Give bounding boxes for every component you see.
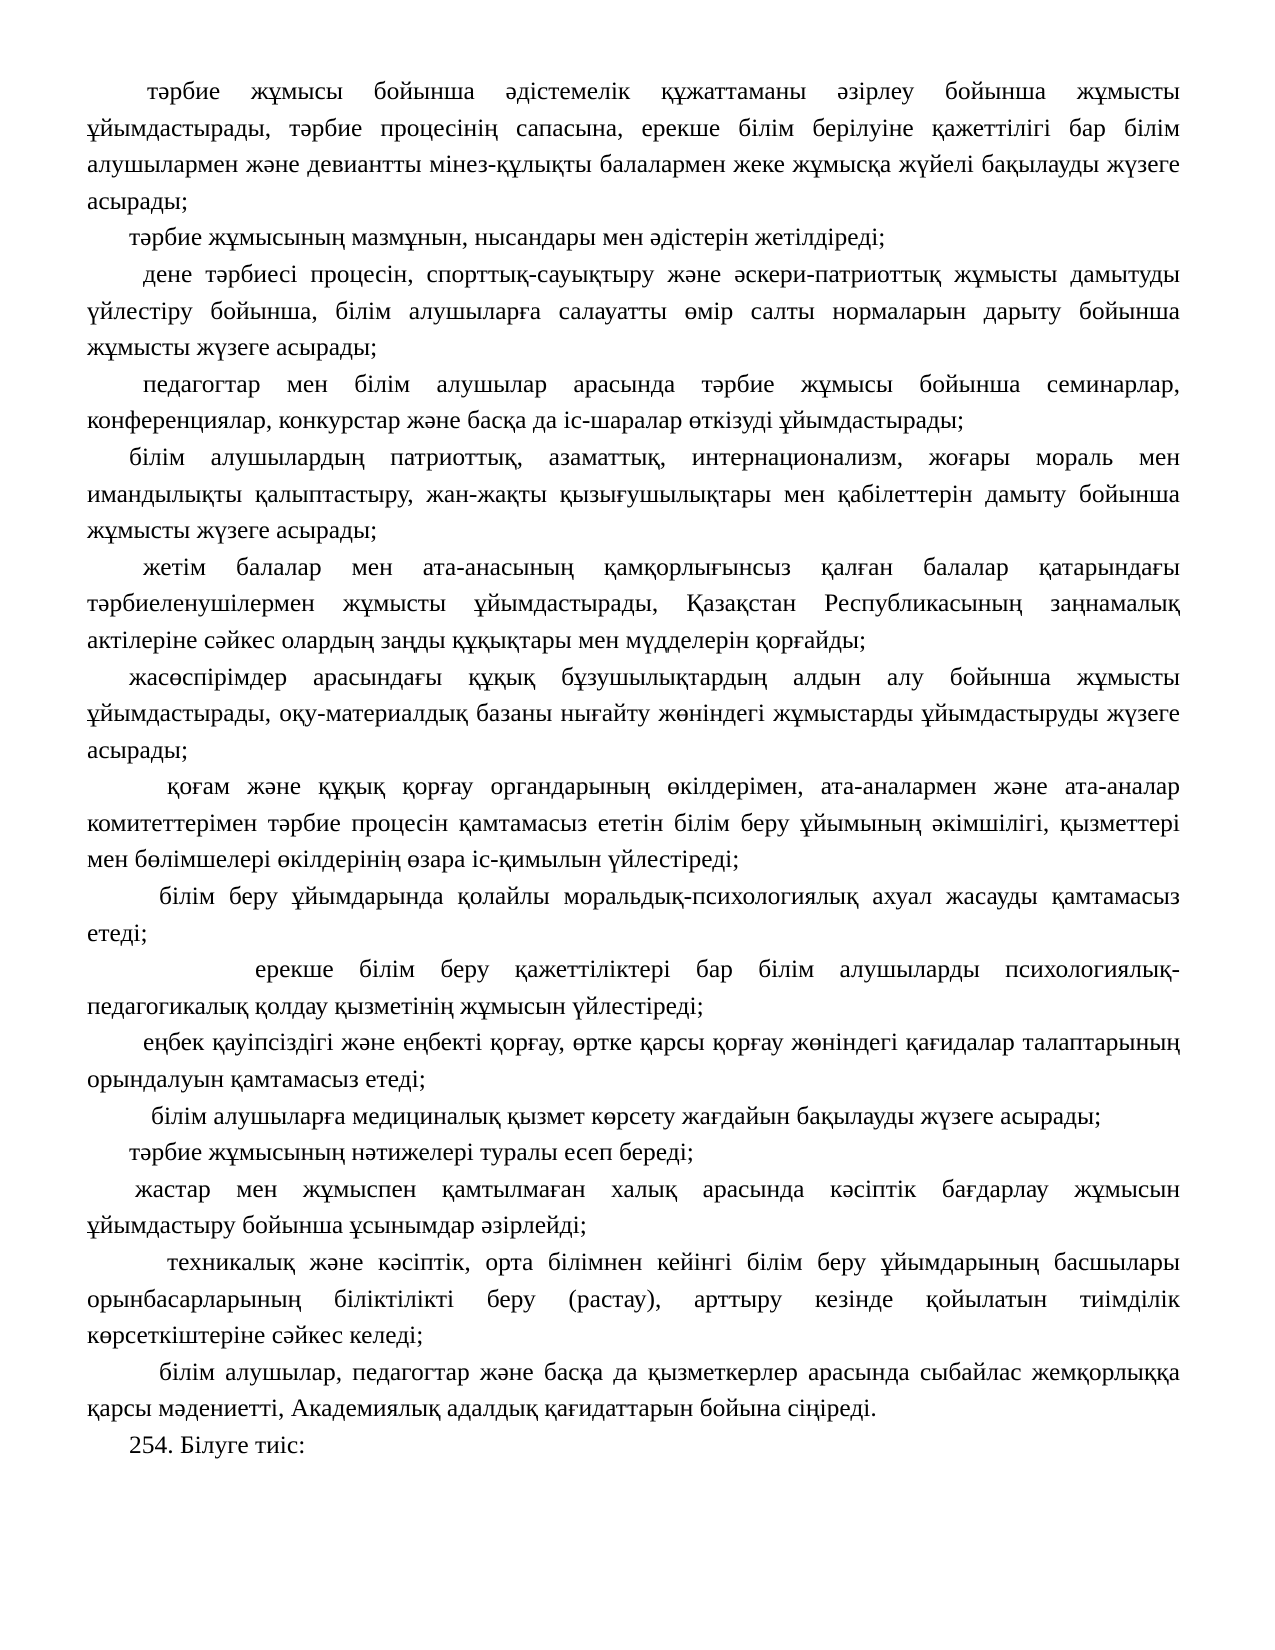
- document-page: [87, 73, 1180, 1464]
- paragraph: педагогтар мен білім алушылар арасында тәрбие жұмысы бойынша семинарлар, конференциялар, конкурстар және басқа да іс-шаралар өткізуді ұйымдастырады;: [87, 368, 1180, 435]
- paragraph: тәрбие жұмысының мазмұнын, нысандары мен әдістерін жетілдіреді;: [129, 222, 886, 252]
- paragraph: тәрбие жұмысы бойынша әдістемелік құжаттаманы әзірлеу бойынша жұмысты ұйымдастырады, тәрбие процесінің сапасына, ерекше білім берілуіне қажеттілігі бар білім алушылармен және девиантты мінез-құлықты балалармен жеке жұмысқа жүйелі бақылауды жүзеге асырады;: [87, 76, 1180, 215]
- paragraph: білім алушыларға медициналық қызмет көрсету жағдайын бақылауды жүзеге асырады;: [151, 1100, 1102, 1130]
- section-heading: 254. Білуге тиіс:: [129, 1429, 306, 1459]
- paragraph: дене тәрбиесі процесін, спорттық-сауықтыру және әскери-патриоттық жұмысты дамытуды үйлестіру бойынша, білім алушыларға салауатты өмір салты нормаларын дарыту бойынша жұмысты жүзеге асырады;: [87, 258, 1180, 362]
- paragraph: жастар мен жұмыспен қамтылмаған халық арасында кәсіптік бағдарлау жұмысын ұйымдастыру бойынша ұсынымдар әзірлейді;: [87, 1173, 1180, 1240]
- paragraph: техникалық және кәсіптік, орта білімнен кейінгі білім беру ұйымдарының басшылары орынбасарларының біліктілікті беру (растау), арттыру кезінде қойылатын тиімділік көрсеткіштеріне сәйкес келеді;: [87, 1247, 1180, 1350]
- paragraph: жасөспірімдер арасындағы құқық бұзушылықтардың алдын алу бойынша жұмысты ұйымдастырады, оқу-материалдық базаны нығайту жөніндегі жұмыстарды ұйымдастыруды жүзеге асырады;: [87, 661, 1180, 764]
- paragraph: білім алушылардың патриоттық, азаматтық, интернационализм, жоғары мораль мен имандылықты қалыптастыру, жан-жақты қызығушылықтары мен қабілеттерін дамыту бойынша жұмысты жүзеге асырады;: [87, 441, 1180, 545]
- paragraph: білім алушылар, педагогтар және басқа да қызметкерлер арасында сыбайлас жемқорлыққа қарсы мәдениетті, Академиялық адалдық қағидаттарын бойына сіңіреді.: [87, 1356, 1180, 1423]
- paragraph: ерекше білім беру қажеттіліктері бар білім алушыларды психологиялық-педагогикалық қолдау қызметінің жұмысын үйлестіреді;: [87, 954, 1180, 1020]
- paragraph: еңбек қауіпсіздігі және еңбекті қорғау, өртке қарсы қорғау жөніндегі қағидалар талаптарының орындалуын қамтамасыз етеді;: [87, 1027, 1180, 1094]
- paragraph: жетім балалар мен ата-анасының қамқорлығынсыз қалған балалар қатарындағы тәрбиеленушілермен жұмысты ұйымдастырады, Қазақстан Республикасының заңнамалық актілеріне сәйкес олардың заңды құқықтары мен мүдделерін қорғайды;: [87, 551, 1180, 654]
- paragraph: білім беру ұйымдарында қолайлы моральдық-психологиялық ахуал жасауды қамтамасыз етеді;: [87, 881, 1180, 947]
- paragraph: тәрбие жұмысының нәтижелері туралы есеп береді;: [129, 1137, 694, 1167]
- paragraph: қоғам және құқық қорғау органдарының өкілдерімен, ата-аналармен және ата-аналар комитеттерімен тәрбие процесін қамтамасыз ететін білім беру ұйымының әкімшілігі, қызметтері мен бөлімшелері өкілдерінің өзара іс-қимылын үйлестіреді;: [87, 771, 1180, 874]
